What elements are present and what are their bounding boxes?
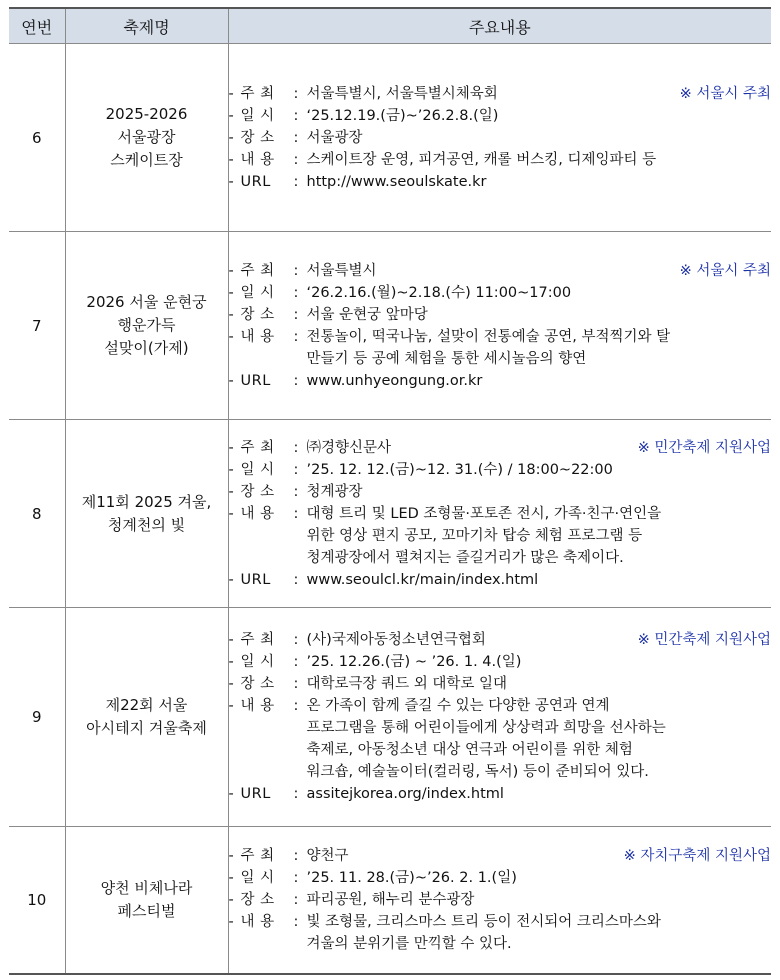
place-line — [229, 127, 772, 149]
field-label: 내 용 — [240, 698, 275, 714]
table-row — [9, 44, 771, 232]
field-colon: : — [293, 306, 299, 323]
field-label: 장 소 — [240, 129, 275, 146]
field-colon: : — [293, 571, 299, 588]
field-label: URL — [240, 372, 271, 389]
field-label: 주 최 — [240, 632, 275, 648]
field-label: URL — [240, 786, 271, 802]
festival-name-line: 페스티벌 — [117, 901, 176, 920]
place-line — [229, 673, 772, 695]
bullet-dash: - — [228, 151, 234, 168]
bullet-dash: - — [228, 461, 234, 478]
field-label: 장 소 — [240, 483, 275, 500]
table-row — [9, 608, 771, 827]
row-number: 10 — [9, 827, 65, 974]
bullet-dash: - — [228, 129, 234, 146]
field-colon: : — [293, 632, 299, 648]
festival-name-line: 청계천의 빛 — [107, 515, 186, 534]
field-label: 일 시 — [240, 654, 275, 670]
festival-name — [65, 827, 228, 974]
date-value: ‘26.2.16.(월)~2.18.(수) 11:00~17:00 — [306, 284, 572, 301]
bullet-dash: - — [228, 85, 234, 102]
field-colon: : — [293, 847, 299, 864]
host-value: 서울특별시, 서울특별시체육회 — [306, 85, 498, 102]
festival-name — [65, 44, 228, 232]
festival-details — [228, 420, 771, 608]
bullet-dash: - — [228, 505, 234, 522]
field-label: 주 최 — [240, 847, 275, 864]
url-line — [229, 783, 772, 805]
date-value: ’25. 11. 28.(금)~’26. 2. 1.(일) — [306, 869, 517, 886]
host-value: (사)국제아동청소년연극협회 — [306, 632, 486, 648]
description-line — [229, 695, 772, 783]
festival-name — [65, 420, 228, 608]
festival-name-line: 서울광장 — [117, 128, 176, 146]
table-row — [9, 232, 771, 420]
host-value: 서울특별시 — [306, 262, 377, 279]
field-label: 주 최 — [240, 439, 275, 456]
row-number: 9 — [9, 608, 65, 827]
host-value: 양천구 — [306, 847, 349, 864]
field-label: 일 시 — [240, 284, 275, 301]
program-note: ※ 민간축제 지원사업 — [637, 439, 771, 456]
field-label: URL — [240, 571, 271, 588]
table-header-row — [9, 8, 771, 44]
field-colon: : — [293, 913, 299, 930]
place-line — [229, 481, 772, 503]
place-value: 파리공원, 해누리 분수광장 — [306, 891, 475, 908]
bullet-dash: - — [228, 571, 234, 588]
host-line — [229, 260, 772, 282]
field-label: URL — [240, 173, 271, 190]
festival-name-line: 양천 비체나라 — [100, 878, 193, 897]
festival-table — [9, 7, 771, 975]
bullet-dash: - — [228, 676, 234, 692]
field-colon: : — [293, 328, 299, 345]
festival-details — [228, 44, 771, 232]
program-note: ※ 서울시 주최 — [679, 262, 771, 279]
field-colon: : — [293, 85, 299, 102]
festival-name-line: 행운가득 — [117, 316, 176, 334]
festival-details — [228, 608, 771, 827]
bullet-dash: - — [228, 847, 234, 864]
bullet-dash: - — [228, 913, 234, 930]
bullet-dash: - — [228, 483, 234, 500]
festival-name-line: 2026 서울 운현궁 — [86, 293, 207, 311]
festival-name — [65, 608, 228, 827]
description-value — [307, 695, 772, 783]
field-label: 일 시 — [240, 107, 275, 124]
description-line — [229, 911, 772, 955]
field-label: 주 최 — [240, 262, 275, 279]
field-label: 장 소 — [240, 891, 275, 908]
date-line — [229, 282, 772, 304]
date-value: ‘25.12.19.(금)~’26.2.8.(일) — [306, 107, 499, 124]
festival-name — [65, 232, 228, 420]
description-text: 만들기 등 공예 체험을 통한 세시놀음의 향연 — [306, 350, 587, 367]
bullet-dash: - — [228, 284, 234, 301]
date-value: ’25. 12. 12.(금)~12. 31.(수) / 18:00~22:00 — [306, 461, 613, 478]
bullet-dash: - — [228, 262, 234, 279]
host-line — [229, 845, 772, 867]
description-text: 위한 영상 편지 공모, 꼬마기차 탑승 체험 프로그램 등 — [306, 527, 643, 544]
program-note: ※ 자치구축제 지원사업 — [623, 847, 771, 864]
url-value: http://www.seoulskate.kr — [306, 173, 487, 190]
description-text: 스케이트장 운영, 피겨공연, 캐롤 버스킹, 디제잉파티 등 — [306, 151, 657, 168]
date-line — [229, 105, 772, 127]
festival-name-line: 설맞이(가제) — [104, 339, 189, 357]
place-line — [229, 304, 772, 326]
field-colon: : — [293, 461, 299, 478]
url-line — [229, 569, 772, 591]
date-line — [229, 459, 772, 481]
description-line — [229, 503, 772, 569]
description-text: 청계광장에서 펼쳐지는 즐길거리가 많은 축제이다. — [306, 549, 624, 566]
field-colon: : — [293, 439, 299, 456]
field-label: 내 용 — [240, 151, 275, 168]
table-row — [9, 827, 771, 974]
place-value: 대학로극장 쿼드 외 대학로 일대 — [306, 676, 508, 692]
bullet-dash: - — [228, 372, 234, 389]
host-line — [229, 629, 772, 651]
url-value: www.unhyeongung.or.kr — [306, 372, 483, 389]
bullet-dash: - — [228, 328, 234, 345]
bullet-dash: - — [228, 891, 234, 908]
description-value — [307, 503, 772, 569]
bullet-dash: - — [228, 306, 234, 323]
program-note: ※ 민간축제 지원사업 — [637, 632, 771, 648]
bullet-dash: - — [228, 654, 234, 670]
field-colon: : — [293, 698, 299, 714]
field-label: 장 소 — [240, 676, 275, 692]
field-label: 일 시 — [240, 461, 275, 478]
field-colon: : — [293, 654, 299, 670]
url-line — [229, 370, 772, 392]
bullet-dash: - — [228, 698, 234, 714]
description-text: 전통놀이, 떡국나눔, 설맞이 전통예술 공연, 부적찍기와 탈 — [306, 328, 671, 345]
festival-name-line: 아시테지 겨울축제 — [86, 719, 207, 737]
description-line — [229, 326, 772, 370]
field-colon: : — [293, 284, 299, 301]
place-value: 서울 운현궁 앞마당 — [306, 306, 428, 323]
field-label: 내 용 — [240, 913, 275, 930]
field-colon: : — [293, 891, 299, 908]
date-value: ’25. 12.26.(금) ~ ’26. 1. 4.(일) — [306, 654, 522, 670]
header-content: 주요내용 — [228, 8, 771, 44]
date-line — [229, 651, 772, 673]
url-value: assitejkorea.org/index.html — [306, 786, 504, 802]
url-line — [229, 171, 772, 193]
field-colon: : — [293, 151, 299, 168]
host-value: ㈜경향신문사 — [306, 439, 392, 456]
row-number: 6 — [9, 44, 65, 232]
field-colon: : — [293, 786, 299, 802]
place-value: 서울광장 — [306, 129, 363, 146]
table-row — [9, 420, 771, 608]
festival-details — [228, 827, 771, 974]
description-text: 온 가족이 함께 즐길 수 있는 다양한 공연과 연계 — [306, 698, 610, 714]
bullet-dash: - — [228, 869, 234, 886]
description-text: 겨울의 분위기를 만끽할 수 있다. — [306, 935, 512, 952]
row-number: 8 — [9, 420, 65, 608]
description-text: 워크숍, 예술놀이터(컬러링, 독서) 등이 준비되어 있다. — [306, 764, 649, 780]
field-label: 내 용 — [240, 328, 275, 345]
field-label: 주 최 — [240, 85, 275, 102]
festival-name-line: 제22회 서울 — [105, 696, 188, 714]
festival-details — [228, 232, 771, 420]
festival-name-line: 2025-2026 — [105, 105, 188, 123]
host-line — [229, 437, 772, 459]
bullet-dash: - — [228, 786, 234, 802]
description-value — [307, 911, 772, 955]
field-label: 장 소 — [240, 306, 275, 323]
bullet-dash: - — [228, 632, 234, 648]
bullet-dash: - — [228, 107, 234, 124]
row-number: 7 — [9, 232, 65, 420]
header-name: 축제명 — [65, 8, 228, 44]
field-colon: : — [293, 173, 299, 190]
bullet-dash: - — [228, 439, 234, 456]
description-value — [307, 326, 772, 370]
description-value — [307, 149, 772, 171]
field-label: 일 시 — [240, 869, 275, 886]
field-colon: : — [293, 869, 299, 886]
festival-name-line: 제11회 2025 겨울, — [81, 492, 212, 511]
description-line — [229, 149, 772, 171]
place-line — [229, 889, 772, 911]
festival-name-line: 스케이트장 — [110, 151, 183, 169]
field-colon: : — [293, 483, 299, 500]
description-text: 대형 트리 및 LED 조형물·포토존 전시, 가족·친구·연인을 — [306, 505, 662, 522]
host-line — [229, 83, 772, 105]
description-text: 프로그램을 통해 어린이들에게 상상력과 희망을 선사하는 — [306, 720, 666, 736]
field-colon: : — [293, 129, 299, 146]
program-note: ※ 서울시 주최 — [679, 85, 771, 102]
header-no: 연번 — [9, 8, 65, 44]
field-label: 내 용 — [240, 505, 275, 522]
bullet-dash: - — [228, 173, 234, 190]
place-value: 청계광장 — [306, 483, 363, 500]
field-colon: : — [293, 372, 299, 389]
field-colon: : — [293, 505, 299, 522]
field-colon: : — [293, 107, 299, 124]
field-colon: : — [293, 676, 299, 692]
description-text: 축제로, 아동청소년 대상 연극과 어린이를 위한 체험 — [306, 742, 633, 758]
date-line — [229, 867, 772, 889]
description-text: 빛 조형물, 크리스마스 트리 등이 전시되어 크리스마스와 — [306, 913, 661, 930]
field-colon: : — [293, 262, 299, 279]
url-value: www.seoulcl.kr/main/index.html — [306, 571, 539, 588]
